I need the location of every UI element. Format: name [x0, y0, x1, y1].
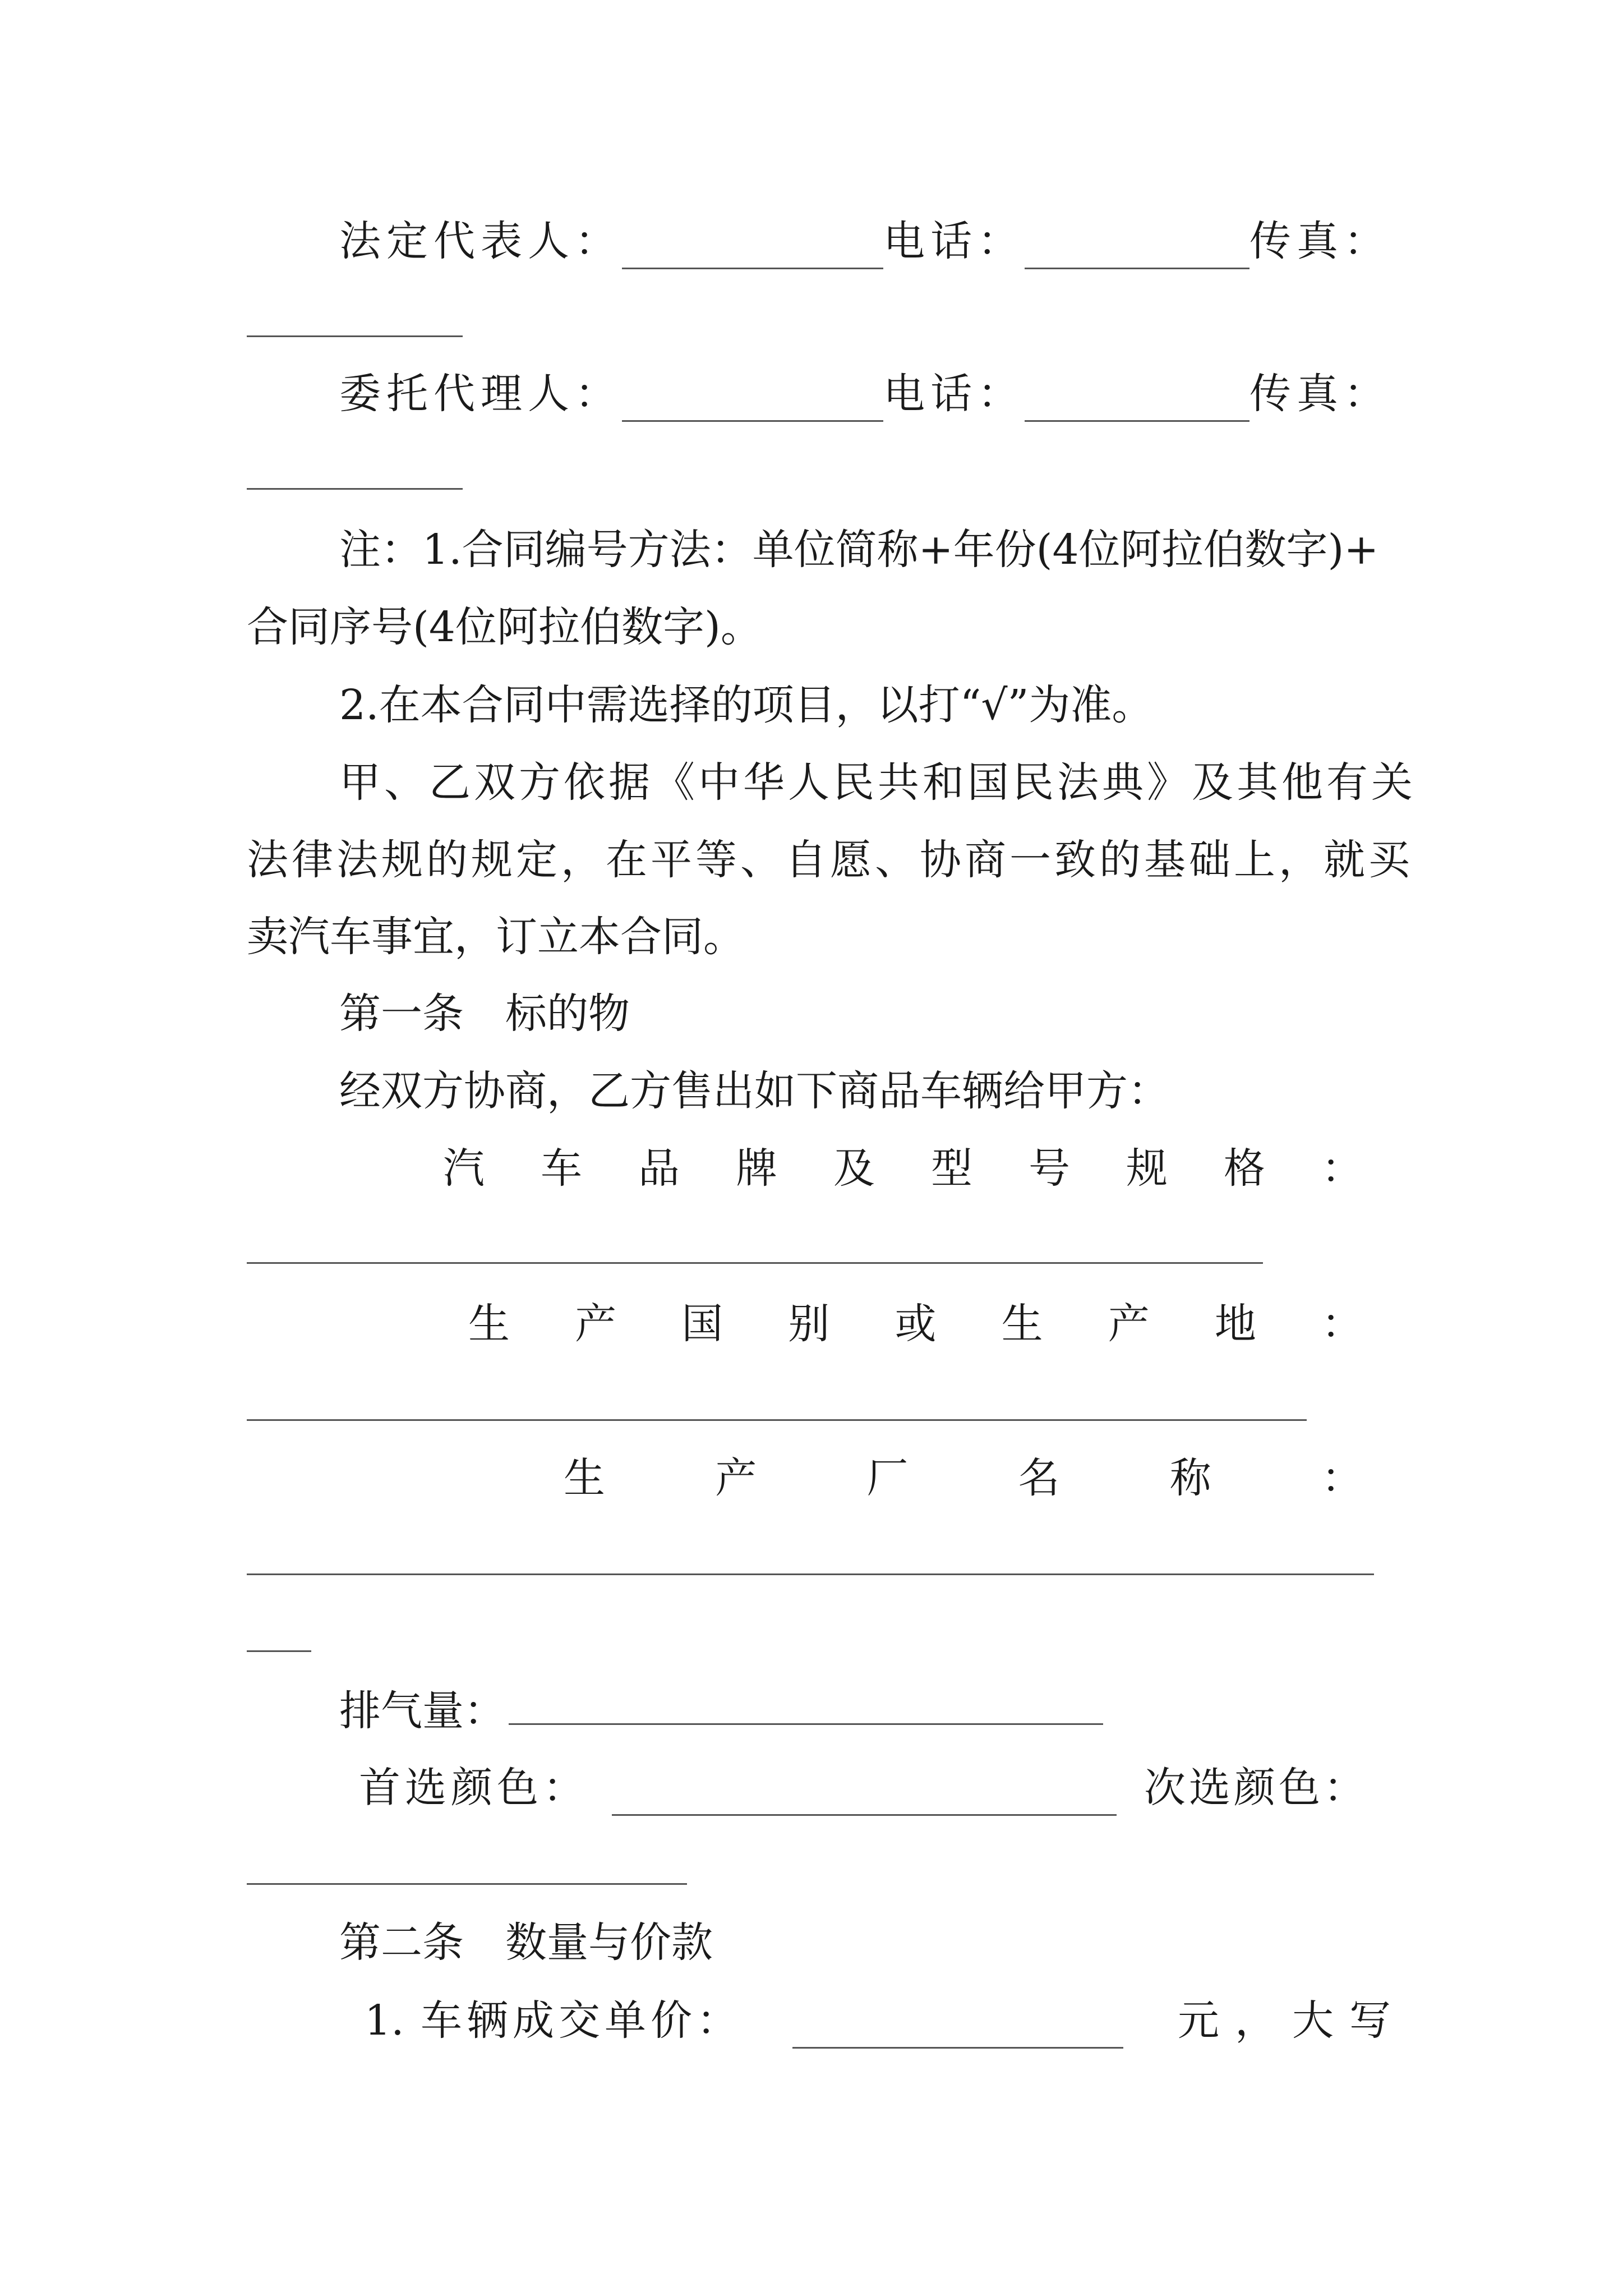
note-1-line-2: 合同序号(4位阿拉伯数字)。	[247, 603, 762, 651]
manufacturer-field-continuation[interactable]	[247, 1650, 311, 1652]
origin-char: ：	[1321, 1300, 1363, 1348]
primary-color-char: 首	[359, 1764, 400, 1812]
origin-char: 产	[575, 1300, 617, 1348]
unit-price-char: 车	[421, 1996, 462, 2045]
primary-color-char: 选	[405, 1764, 446, 1812]
unit-price-char: 1.	[365, 1996, 404, 2045]
note-2: 2.在本合同中需选择的项目，以打“√”为准。	[339, 681, 1154, 729]
unit-price-tail	[1178, 1993, 1391, 2049]
brand-char: 规	[1126, 1144, 1168, 1193]
manufacturer-char: 产	[715, 1454, 757, 1502]
origin-label	[468, 1296, 1363, 1352]
primary-color-char: 色	[497, 1764, 538, 1812]
unit-price-row	[365, 1993, 1391, 2049]
secondary-color-char: 色	[1279, 1764, 1320, 1812]
manufacturer-char: 厂	[866, 1454, 909, 1502]
agent-row	[339, 366, 1391, 422]
legal-rep-row	[339, 213, 1391, 269]
origin-char: 产	[1108, 1300, 1150, 1348]
unit-price-tail-char: 元	[1178, 1996, 1219, 2045]
unit-price-char: 价	[651, 1996, 692, 2045]
brand-char: 型	[931, 1144, 972, 1193]
manufacturer-field[interactable]	[247, 1573, 1374, 1575]
article-1-description: 经双方协商，乙方售出如下商品车辆给甲方：	[339, 1067, 1169, 1115]
origin-char: 国	[681, 1300, 723, 1348]
agent-label: 委托代理人：	[339, 370, 622, 418]
brand-char: 车	[541, 1144, 582, 1193]
unit-price-char: 辆	[467, 1996, 508, 2045]
origin-char: 生	[468, 1300, 510, 1348]
secondary-color-field[interactable]	[247, 1883, 687, 1885]
manufacturer-char: 名	[1018, 1454, 1060, 1502]
legal-rep-fax-label: 传真：	[1249, 217, 1391, 265]
agent-phone-field[interactable]	[1025, 382, 1249, 422]
unit-price-char: 交	[559, 1996, 600, 2045]
secondary-color-char: ：	[1324, 1764, 1365, 1812]
article-2-heading: 第二条 数量与价款	[339, 1918, 713, 1967]
unit-price-tail-char: 写	[1349, 1996, 1391, 2045]
origin-char: 地	[1214, 1300, 1256, 1348]
unit-price-char: 成	[513, 1996, 554, 2045]
manufacturer-char: ：	[1321, 1454, 1363, 1502]
brand-char: 汽	[443, 1144, 485, 1193]
primary-color-field[interactable]	[612, 1776, 1117, 1816]
manufacturer-char: 生	[564, 1454, 605, 1502]
preamble-line-1: 甲、乙双方依据《中华人民共和国民法典》及其他有关	[339, 758, 1416, 807]
unit-price-char: 单	[605, 1996, 646, 2045]
legal-rep-label: 法定代表人：	[339, 217, 622, 265]
brand-char: 牌	[736, 1144, 777, 1193]
legal-rep-fax-field[interactable]	[247, 335, 463, 337]
brand-model-label	[443, 1140, 1363, 1197]
legal-rep-phone-field[interactable]	[1025, 229, 1249, 269]
secondary-color-char: 选	[1189, 1764, 1230, 1812]
primary-color-label	[359, 1760, 584, 1816]
article-1-heading: 第一条 标的物	[339, 990, 630, 1038]
primary-color-char: 颜	[451, 1764, 492, 1812]
displacement-label: 排气量：	[339, 1687, 505, 1735]
origin-field[interactable]	[247, 1419, 1307, 1421]
agent-phone-label: 电话：	[883, 370, 1025, 418]
primary-color-char: ：	[543, 1764, 584, 1812]
displacement-row	[339, 1683, 1483, 1739]
color-row	[359, 1760, 1363, 1816]
manufacturer-label	[564, 1450, 1363, 1506]
unit-price-tail-char: 大	[1292, 1996, 1334, 2045]
secondary-color-label	[1144, 1760, 1363, 1816]
displacement-field[interactable]	[509, 1685, 1103, 1725]
brand-char: 号	[1029, 1144, 1070, 1193]
legal-rep-phone-label: 电话：	[883, 217, 1025, 265]
agent-field[interactable]	[622, 382, 883, 422]
preamble-line-3: 卖汽车事宜，订立本合同。	[247, 913, 745, 961]
note-1-line-1: 注：1.合同编号方法：单位简称+年份(4位阿拉伯数字)+	[339, 526, 1379, 574]
unit-price-label	[365, 1993, 738, 2049]
secondary-color-char: 颜	[1234, 1764, 1275, 1812]
preamble-line-2: 法律法规的规定，在平等、自愿、协商一致的基础上，就买	[247, 836, 1413, 884]
secondary-color-char: 次	[1144, 1764, 1186, 1812]
manufacturer-char: 称	[1169, 1454, 1211, 1502]
origin-char: 生	[1001, 1300, 1043, 1348]
origin-char: 或	[895, 1300, 937, 1348]
unit-price-char: ：	[697, 1996, 738, 2045]
brand-char: 及	[833, 1144, 875, 1193]
unit-price-tail-char: ，	[1235, 1996, 1276, 2045]
agent-fax-label: 传真：	[1249, 370, 1391, 418]
origin-char: 别	[788, 1300, 830, 1348]
brand-model-field[interactable]	[247, 1262, 1263, 1264]
brand-char: ：	[1321, 1144, 1363, 1193]
legal-rep-field[interactable]	[622, 229, 883, 269]
agent-fax-field[interactable]	[247, 488, 463, 490]
unit-price-field[interactable]	[792, 2009, 1123, 2049]
brand-char: 格	[1224, 1144, 1265, 1193]
brand-char: 品	[638, 1144, 680, 1193]
